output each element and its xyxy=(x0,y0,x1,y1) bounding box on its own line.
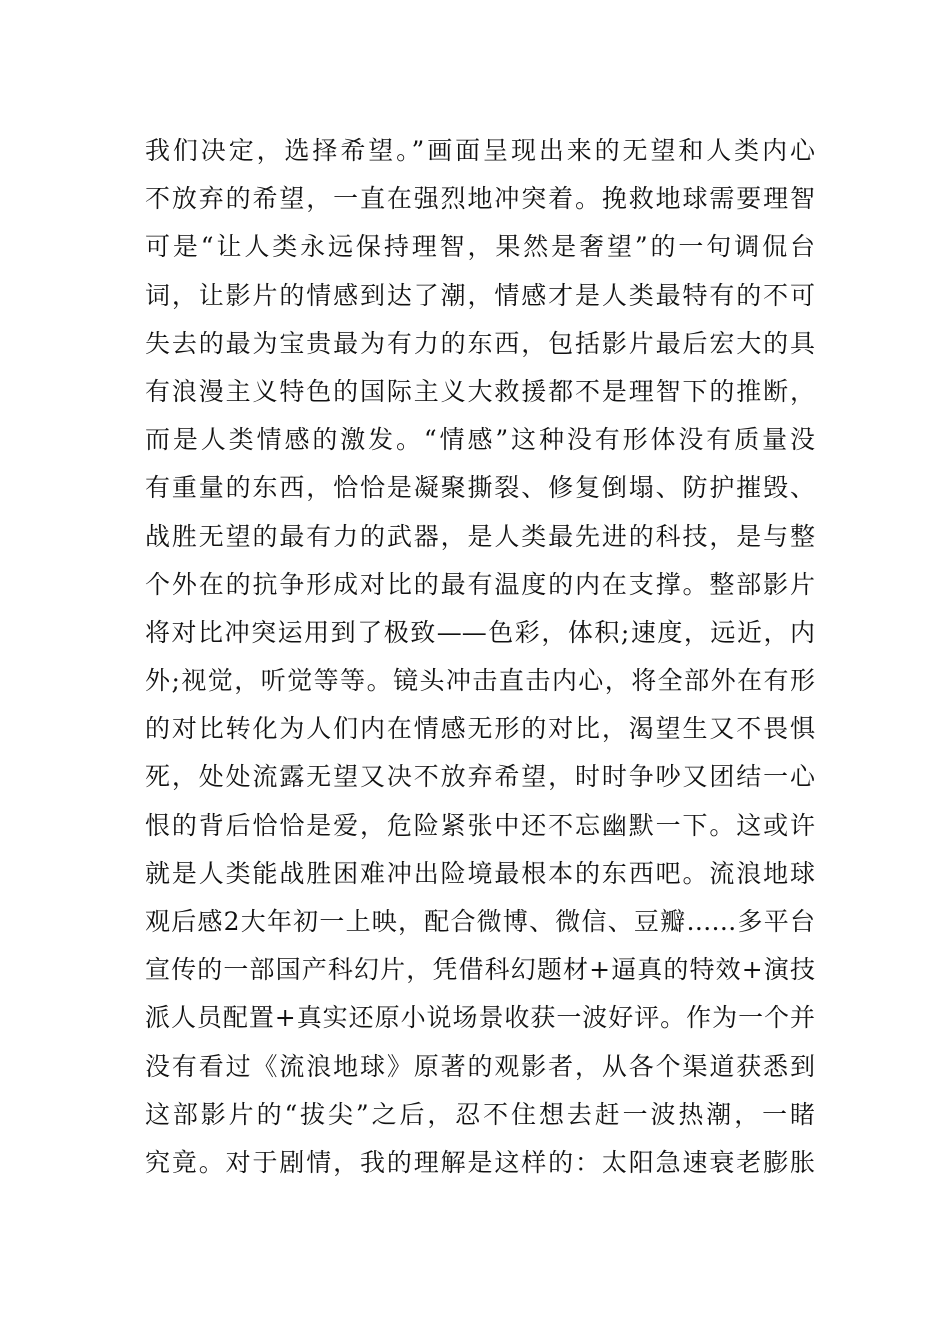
text-line: 宣传的一部国产科幻片，凭借科幻题材+逼真的特效+演技 xyxy=(145,955,815,985)
body-text xyxy=(145,127,815,1187)
text-line: 没有看过《流浪地球》原著的观影者，从各个渠道获悉到 xyxy=(145,1051,815,1081)
text-line: 究竟。对于剧情，我的理解是这样的：太阳急速衰老膨胀 xyxy=(145,1147,815,1177)
text-line: 观后感2大年初一上映，配合微博、微信、豆瓣……多平台 xyxy=(145,907,815,936)
text-line: 将对比冲突运用到了极致——色彩，体积;速度，远近，内 xyxy=(145,617,815,647)
text-line: 就是人类能战胜困难冲出险境最根本的东西吧。流浪地球 xyxy=(145,858,815,888)
text-line: 而是人类情感的激发。“情感”这种没有形体没有质量没 xyxy=(145,425,815,455)
text-line: 恨的背后恰恰是爱，危险紧张中还不忘幽默一下。这或许 xyxy=(145,810,815,840)
text-line: 死，处处流露无望又决不放弃希望，时时争吵又团结一心 xyxy=(145,762,815,792)
text-line: 这部影片的“拔尖”之后，忍不住想去赶一波热潮，一睹 xyxy=(145,1099,815,1129)
text-line: 有重量的东西，恰恰是凝聚撕裂、修复倒塌、防护摧毁、 xyxy=(145,473,815,503)
text-line: 个外在的抗争形成对比的最有温度的内在支撑。整部影片 xyxy=(145,569,815,599)
text-line: 不放弃的希望，一直在强烈地冲突着。挽救地球需要理智 xyxy=(145,184,815,214)
text-line: 失去的最为宝贵最为有力的东西，包括影片最后宏大的具 xyxy=(145,328,815,358)
text-line: 战胜无望的最有力的武器，是人类最先进的科技，是与整 xyxy=(145,521,815,551)
text-line: 派人员配置+真实还原小说场景收获一波好评。作为一个并 xyxy=(145,1003,815,1033)
text-line: 有浪漫主义特色的国际主义大救援都不是理智下的推断， xyxy=(145,376,815,406)
text-line: 的对比转化为人们内在情感无形的对比，渴望生又不畏惧 xyxy=(145,714,815,744)
text-line: 词，让影片的情感到达了潮，情感才是人类最特有的不可 xyxy=(145,280,815,310)
text-line: 外;视觉，听觉等等。镜头冲击直击内心，将全部外在有形 xyxy=(145,666,815,696)
text-line: 我们决定，选择希望。”画面呈现出来的无望和人类内心 xyxy=(145,136,815,165)
text-line: 可是“让人类永远保持理智，果然是奢望”的一句调侃台 xyxy=(145,232,815,262)
